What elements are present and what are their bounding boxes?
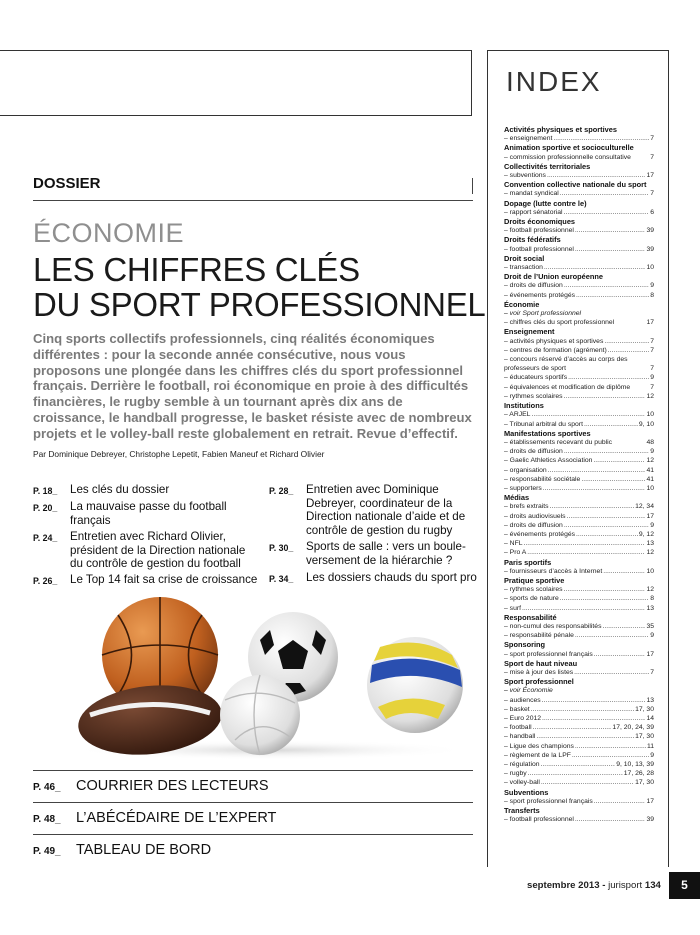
index-entry-page: 7 bbox=[650, 190, 654, 198]
dot-leader bbox=[593, 456, 645, 465]
index-entry-page: 17, 20, 24, 39 bbox=[612, 724, 654, 732]
dot-leader bbox=[547, 171, 645, 180]
index-entry-page: 39 bbox=[646, 816, 654, 824]
index-entry[interactable] bbox=[504, 466, 654, 475]
dot-leader bbox=[581, 475, 645, 484]
index-heading: Manifestations sportives bbox=[504, 428, 591, 438]
headline-line-2: DU SPORT PROFESSIONNEL bbox=[33, 286, 486, 323]
index-entry-page: 35 bbox=[646, 622, 654, 630]
index-entry-text: – non-cumul des responsabilités bbox=[504, 622, 602, 630]
index-entry-page: 8 bbox=[650, 291, 654, 299]
index-entry-page: 9 bbox=[650, 282, 654, 290]
page-footer bbox=[527, 880, 661, 891]
dot-leader bbox=[572, 751, 649, 760]
dot-leader bbox=[604, 337, 649, 346]
index-heading: Animation sportive et socioculturelle bbox=[504, 143, 634, 153]
index-entry-text: – fournisseurs d’accès à Internet bbox=[504, 567, 603, 575]
bottom-page-number: P. 49_ bbox=[33, 846, 61, 857]
index-entry[interactable] bbox=[504, 751, 654, 760]
toc-item[interactable] bbox=[33, 483, 263, 499]
divider bbox=[33, 200, 473, 201]
dot-leader bbox=[568, 373, 649, 382]
index-heading: Droit de l’Union européenne bbox=[504, 272, 603, 282]
index-entry-text: – sport professionnel français bbox=[504, 797, 593, 805]
index-entry-text: – établissements recevant du public bbox=[504, 438, 613, 446]
index-heading: Sponsoring bbox=[504, 640, 546, 650]
dot-leader bbox=[531, 410, 645, 419]
index-entry-page: 12 bbox=[646, 457, 654, 465]
index-entry-page: 10 bbox=[646, 484, 654, 492]
index-entry[interactable] bbox=[504, 456, 654, 465]
index-entry[interactable] bbox=[504, 521, 654, 530]
index-entry[interactable] bbox=[504, 392, 654, 401]
index-entry[interactable] bbox=[504, 585, 654, 594]
dot-leader bbox=[608, 346, 649, 355]
dot-leader bbox=[575, 245, 646, 254]
index-heading: Enseignement bbox=[504, 327, 555, 337]
toc-item[interactable] bbox=[33, 573, 268, 589]
dot-leader bbox=[522, 604, 645, 613]
index-entry-page: 12 bbox=[646, 549, 654, 557]
index-entry-page: 39 bbox=[646, 227, 654, 235]
sports-balls-illustration bbox=[60, 595, 480, 760]
dot-leader bbox=[574, 668, 649, 677]
dot-leader bbox=[575, 226, 646, 235]
index-entry[interactable] bbox=[504, 171, 654, 180]
index-entry-page: 17 bbox=[646, 319, 654, 327]
index-entry[interactable] bbox=[504, 723, 654, 732]
index-entry-text: – Gaelic Athletics Association bbox=[504, 457, 593, 465]
dot-leader bbox=[524, 539, 646, 548]
index-entry[interactable] bbox=[504, 346, 654, 355]
index-entry-text: – rythmes scolaires bbox=[504, 586, 563, 594]
index-entry-text: – sport professionnel français bbox=[504, 650, 593, 658]
dot-leader bbox=[536, 732, 634, 741]
headline-line-1: LES CHIFFRES CLÉS bbox=[33, 251, 360, 288]
dot-leader bbox=[576, 530, 638, 539]
index-entry-page: 9, 10 bbox=[638, 420, 654, 428]
toc-title: Le Top 14 fait sa crise de croissance bbox=[70, 573, 258, 586]
dot-leader bbox=[541, 760, 616, 769]
index-entry-text: – volley-ball bbox=[504, 779, 540, 787]
index-entry[interactable] bbox=[504, 604, 654, 613]
index-entry-page: 9 bbox=[650, 374, 654, 382]
index-list bbox=[504, 125, 654, 824]
index-entry[interactable] bbox=[504, 686, 654, 695]
index-entry[interactable] bbox=[504, 778, 654, 787]
index-entry-text: – rapport sénatorial bbox=[504, 208, 563, 216]
bottom-section-title: TABLEAU DE BORD bbox=[76, 842, 212, 858]
index-entry-text: – droits de diffusion bbox=[504, 521, 563, 529]
index-entry-text: – rythmes scolaires bbox=[504, 392, 563, 400]
index-heading: Dopage (lutte contre le) bbox=[504, 198, 587, 208]
dot-leader bbox=[548, 466, 646, 475]
index-entry[interactable] bbox=[504, 475, 654, 484]
index-entry-text: – mise à jour des listes bbox=[504, 668, 574, 676]
index-entry-page: 9 bbox=[650, 521, 654, 529]
index-entry-page: 9 bbox=[650, 448, 654, 456]
toc-page-number: P. 18_ bbox=[33, 486, 58, 496]
index-entry[interactable] bbox=[504, 263, 654, 272]
index-entry[interactable] bbox=[504, 281, 654, 290]
index-entry[interactable] bbox=[504, 153, 654, 162]
index-entry-text: – mandat syndical bbox=[504, 190, 559, 198]
dot-leader bbox=[564, 208, 650, 217]
bottom-section-item[interactable] bbox=[33, 810, 276, 826]
byline: Par Dominique Debreyer, Christophe Lepetit, Fabien Maneuf et Richard Olivier bbox=[33, 449, 325, 459]
index-heading: Droits fédératifs bbox=[504, 235, 561, 245]
index-entry-text: – Pro A bbox=[504, 549, 527, 557]
index-heading: Responsabilité bbox=[504, 612, 557, 622]
index-entry-text: – voir Sport professionnel bbox=[504, 310, 582, 318]
index-entry-page: 17, 26, 28 bbox=[623, 770, 654, 778]
dot-leader bbox=[542, 696, 646, 705]
index-entry-text: – audiences bbox=[504, 696, 541, 704]
section-label: DOSSIER bbox=[33, 175, 101, 192]
footer-brand: jurisport bbox=[608, 880, 643, 891]
index-entry-text: – ARJEL bbox=[504, 411, 531, 419]
index-entry-text: – Ligue des champions bbox=[504, 742, 574, 750]
index-entry-text: – responsabilité pénale bbox=[504, 632, 574, 640]
index-entry[interactable] bbox=[504, 208, 654, 217]
index-entry[interactable] bbox=[504, 502, 654, 511]
index-entry[interactable] bbox=[504, 420, 654, 429]
index-entry-page: 9 bbox=[650, 751, 654, 759]
toc-title: Les dossiers chauds du sport pro bbox=[306, 571, 477, 584]
index-entry-text: – football professionnel bbox=[504, 227, 574, 235]
index-entry-page: 7 bbox=[650, 383, 654, 391]
index-entry[interactable] bbox=[504, 484, 654, 493]
dot-leader bbox=[564, 447, 649, 456]
toc-title: Sports de salle : vers un boule-versement de la hiérarchie ? bbox=[306, 540, 466, 567]
index-heading: Paris sportifs bbox=[504, 557, 552, 567]
index-entry-page: 7 bbox=[650, 346, 654, 354]
index-entry-text: – Tribunal arbitral du sport bbox=[504, 420, 583, 428]
index-entry-text: – régulation bbox=[504, 761, 540, 769]
index-entry-text: – centres de formation (agrément) bbox=[504, 346, 607, 354]
toc-item[interactable] bbox=[269, 571, 489, 587]
index-heading: Droits économiques bbox=[504, 217, 576, 227]
index-entry-text: – brefs extraits bbox=[504, 503, 549, 511]
index-entry[interactable] bbox=[504, 410, 654, 419]
index-entry-text: – équivalences et modification de diplôme bbox=[504, 383, 631, 391]
index-entry[interactable] bbox=[504, 696, 654, 705]
index-entry-text: – événements protégés bbox=[504, 291, 576, 299]
index-entry-text: – transaction bbox=[504, 264, 543, 272]
dot-leader bbox=[564, 521, 649, 530]
toc-title: Entretien avec Dominique Debreyer, coordinateur de la Direction nationale d’aide et de contrôle de gestion du rugby bbox=[306, 483, 466, 537]
dot-leader bbox=[575, 742, 646, 751]
index-heading: Transferts bbox=[504, 806, 540, 816]
index-entry-text: – sports de nature bbox=[504, 595, 559, 603]
index-entry-text: – activités physiques et sportives bbox=[504, 337, 604, 345]
dot-leader bbox=[550, 502, 635, 511]
index-entry[interactable] bbox=[504, 732, 654, 741]
dot-leader bbox=[528, 769, 623, 778]
index-entry-text: – basket bbox=[504, 705, 530, 713]
index-entry-text: – football professionnel bbox=[504, 816, 574, 824]
toc-page-number: P. 20_ bbox=[33, 503, 58, 513]
dot-leader bbox=[544, 263, 646, 272]
index-heading: Convention collective nationale du sport bbox=[504, 180, 647, 190]
index-entry[interactable] bbox=[504, 650, 654, 659]
index-entry[interactable] bbox=[504, 539, 654, 548]
index-entry-text: – concours réservé d’accès au corps des professeurs de sport bbox=[504, 356, 628, 373]
toc-item[interactable] bbox=[33, 530, 258, 571]
index-entry[interactable] bbox=[504, 530, 654, 539]
index-entry-page: 17, 30 bbox=[635, 733, 654, 741]
index-entry-text: – football professionnel bbox=[504, 245, 574, 253]
index-entry-text: – rugby bbox=[504, 770, 527, 778]
index-entry-text: – voir Économie bbox=[504, 687, 553, 695]
index-entry-page: 7 bbox=[650, 135, 654, 143]
toc-title: Entretien avec Richard Olivier, président de la Direction nationale du contrôle de gestion du football bbox=[70, 530, 246, 570]
dot-leader bbox=[603, 567, 645, 576]
index-entry-text: – responsabilité sociétale bbox=[504, 475, 581, 483]
index-entry[interactable] bbox=[504, 355, 654, 373]
toc-title: La mauvaise passe du football français bbox=[70, 500, 227, 527]
index-entry[interactable] bbox=[504, 447, 654, 456]
dot-leader bbox=[575, 631, 649, 640]
index-heading: Droit social bbox=[504, 253, 545, 263]
bottom-section-title: COURRIER DES LECTEURS bbox=[76, 778, 269, 794]
index-entry[interactable] bbox=[504, 668, 654, 677]
footer-date: septembre 2013 - bbox=[527, 880, 609, 891]
index-entry-page: 13 bbox=[646, 540, 654, 548]
dot-leader bbox=[576, 291, 649, 300]
index-entry-page: 7 bbox=[650, 668, 654, 676]
index-entry-page: 17 bbox=[646, 172, 654, 180]
index-entry-page: 9, 12 bbox=[638, 530, 654, 538]
index-entry[interactable] bbox=[504, 567, 654, 576]
toc-page-number: P. 26_ bbox=[33, 576, 58, 586]
index-entry[interactable] bbox=[504, 291, 654, 300]
index-entry-text: – chiffres clés du sport professionnel bbox=[504, 319, 615, 327]
dot-leader bbox=[575, 815, 646, 824]
index-heading: Institutions bbox=[504, 401, 544, 411]
bottom-page-number: P. 46_ bbox=[33, 782, 61, 793]
index-entry-page: 12 bbox=[646, 392, 654, 400]
index-heading: Subventions bbox=[504, 787, 549, 797]
toc-page-number: P. 24_ bbox=[33, 533, 58, 543]
index-entry-text: – organisation bbox=[504, 466, 547, 474]
handball-icon bbox=[220, 675, 300, 755]
index-entry-text: – droits de diffusion bbox=[504, 448, 563, 456]
index-entry-page: 17 bbox=[646, 650, 654, 658]
index-entry-text: – NFL bbox=[504, 540, 523, 548]
index-entry-text: – droits de diffusion bbox=[504, 282, 563, 290]
index-entry-page: 8 bbox=[650, 595, 654, 603]
index-entry-page: 17 bbox=[646, 512, 654, 520]
index-title: INDEX bbox=[506, 66, 602, 97]
index-entry-page: 6 bbox=[650, 208, 654, 216]
toc-title: Les clés du dossier bbox=[70, 483, 170, 496]
index-entry-text: – règlement de la LPF bbox=[504, 751, 571, 759]
index-entry[interactable] bbox=[504, 742, 654, 751]
dot-leader bbox=[553, 134, 649, 143]
dot-leader bbox=[541, 778, 634, 787]
dot-leader bbox=[594, 797, 646, 806]
index-entry-page: 9, 10, 13, 39 bbox=[616, 761, 654, 769]
divider bbox=[33, 802, 473, 803]
index-entry-page: 17 bbox=[646, 797, 654, 805]
index-entry-page: 7 bbox=[650, 365, 654, 373]
lead-paragraph: Cinq sports collectifs professionnels, cinq réalités économiques différentes : pour la seconde année consécutive, nous vous proposons une plongée dans les chiffres clés du sport professionnel français. Derrière le football, roi économique en proie à des difficultés financières, le rugby semble à un tournant après dix ans de croissance, le handball progresse, le basket résiste avec de nombreux projets et le volley-ball reste globalement en retrait. Revue d’effectif. bbox=[33, 331, 472, 441]
toc-item[interactable] bbox=[269, 540, 474, 567]
index-entry-page: 10 bbox=[646, 411, 654, 419]
header-frame bbox=[0, 50, 472, 116]
dot-leader bbox=[560, 594, 649, 603]
dot-leader bbox=[542, 714, 645, 723]
index-entry-page: 12 bbox=[646, 586, 654, 594]
headline bbox=[33, 252, 485, 322]
index-entry-text: – enseignement bbox=[504, 135, 553, 143]
index-heading: Pratique sportive bbox=[504, 575, 565, 585]
toc-item[interactable] bbox=[269, 483, 481, 537]
index-entry-text: – droits audiovisuels bbox=[504, 512, 566, 520]
index-entry-text: – surf bbox=[504, 604, 521, 612]
index-entry[interactable] bbox=[504, 438, 654, 447]
index-entry-page: 39 bbox=[646, 245, 654, 253]
dot-leader bbox=[584, 420, 638, 429]
index-entry-page: 13 bbox=[646, 604, 654, 612]
toc-item[interactable] bbox=[33, 500, 243, 527]
index-entry[interactable] bbox=[504, 134, 654, 143]
index-entry-page: 7 bbox=[650, 153, 654, 161]
index-entry[interactable] bbox=[504, 512, 654, 521]
index-entry-page: 13 bbox=[646, 696, 654, 704]
toc-page-number: P. 30_ bbox=[269, 543, 294, 553]
index-entry-page: 10 bbox=[646, 567, 654, 575]
index-entry-text: – événements protégés bbox=[504, 530, 576, 538]
index-entry[interactable] bbox=[504, 189, 654, 198]
dot-leader bbox=[594, 650, 646, 659]
index-entry[interactable] bbox=[504, 594, 654, 603]
index-entry[interactable] bbox=[504, 318, 654, 327]
dot-leader bbox=[564, 392, 646, 401]
index-entry[interactable] bbox=[504, 797, 654, 806]
index-entry[interactable] bbox=[504, 769, 654, 778]
index-entry-page: 14 bbox=[646, 715, 654, 722]
bottom-section-item[interactable] bbox=[33, 842, 211, 858]
page-number: 5 bbox=[669, 872, 700, 899]
index-entry-text: – Euro 2012 bbox=[504, 715, 542, 722]
dot-leader bbox=[531, 705, 634, 714]
index-entry[interactable] bbox=[504, 548, 654, 557]
index-entry-page: 17, 30 bbox=[635, 705, 654, 713]
index-heading: Médias bbox=[504, 493, 530, 503]
index-entry-text: – football bbox=[504, 724, 532, 732]
index-entry[interactable] bbox=[504, 760, 654, 769]
index-entry[interactable] bbox=[504, 383, 654, 392]
index-entry[interactable] bbox=[504, 226, 654, 235]
index-entry-page: 41 bbox=[646, 466, 654, 474]
index-heading: Activités physiques et sportives bbox=[504, 125, 617, 134]
index-entry-text: – commission professionnelle consultative bbox=[504, 153, 631, 161]
index-entry-page: 12, 34 bbox=[635, 503, 654, 511]
dot-leader bbox=[533, 723, 612, 732]
index-heading: Sport professionnel bbox=[504, 677, 574, 687]
index-entry-page: 7 bbox=[650, 337, 654, 345]
index-entry[interactable] bbox=[504, 245, 654, 254]
index-entry-text: – éducateurs sportifs bbox=[504, 374, 568, 382]
index-entry-page: 48 bbox=[646, 438, 654, 446]
index-entry[interactable] bbox=[504, 309, 654, 318]
index-entry-page: 41 bbox=[646, 475, 654, 483]
index-entry-text: – handball bbox=[504, 733, 536, 741]
dot-leader bbox=[560, 189, 649, 198]
toc-page-number: P. 28_ bbox=[269, 486, 294, 496]
divider bbox=[33, 770, 473, 771]
toc-page-number: P. 34_ bbox=[269, 574, 294, 584]
index-entry-text: – supporters bbox=[504, 484, 542, 492]
divider bbox=[33, 834, 473, 835]
index-entry-page: 17, 30 bbox=[635, 779, 654, 787]
dot-leader bbox=[564, 585, 646, 594]
bottom-page-number: P. 48_ bbox=[33, 814, 61, 825]
index-entry-page: 9 bbox=[650, 632, 654, 640]
index-heading: Sport de haut niveau bbox=[504, 658, 578, 668]
dot-leader bbox=[602, 622, 645, 631]
index-entry[interactable] bbox=[504, 705, 654, 714]
dot-leader bbox=[567, 512, 646, 521]
index-entry-page: 11 bbox=[646, 742, 654, 750]
index-entry[interactable] bbox=[504, 714, 654, 723]
bottom-section-item[interactable] bbox=[33, 778, 269, 794]
index-entry-page: 10 bbox=[646, 264, 654, 272]
kicker: ÉCONOMIE bbox=[33, 218, 185, 248]
divider-tick bbox=[472, 178, 473, 194]
dot-leader bbox=[527, 548, 645, 557]
dot-leader bbox=[543, 484, 646, 493]
index-entry[interactable] bbox=[504, 622, 654, 631]
dot-leader bbox=[564, 281, 649, 290]
footer-issue: 134 bbox=[642, 880, 661, 891]
bottom-section-title: L’ABÉCÉDAIRE DE L’EXPERT bbox=[76, 810, 277, 826]
index-entry[interactable] bbox=[504, 337, 654, 346]
index-heading: Économie bbox=[504, 299, 540, 309]
index-entry[interactable] bbox=[504, 631, 654, 640]
index-entry[interactable] bbox=[504, 815, 654, 824]
index-heading: Collectivités territoriales bbox=[504, 161, 591, 171]
index-entry[interactable] bbox=[504, 373, 654, 382]
index-entry-text: – subventions bbox=[504, 172, 546, 180]
